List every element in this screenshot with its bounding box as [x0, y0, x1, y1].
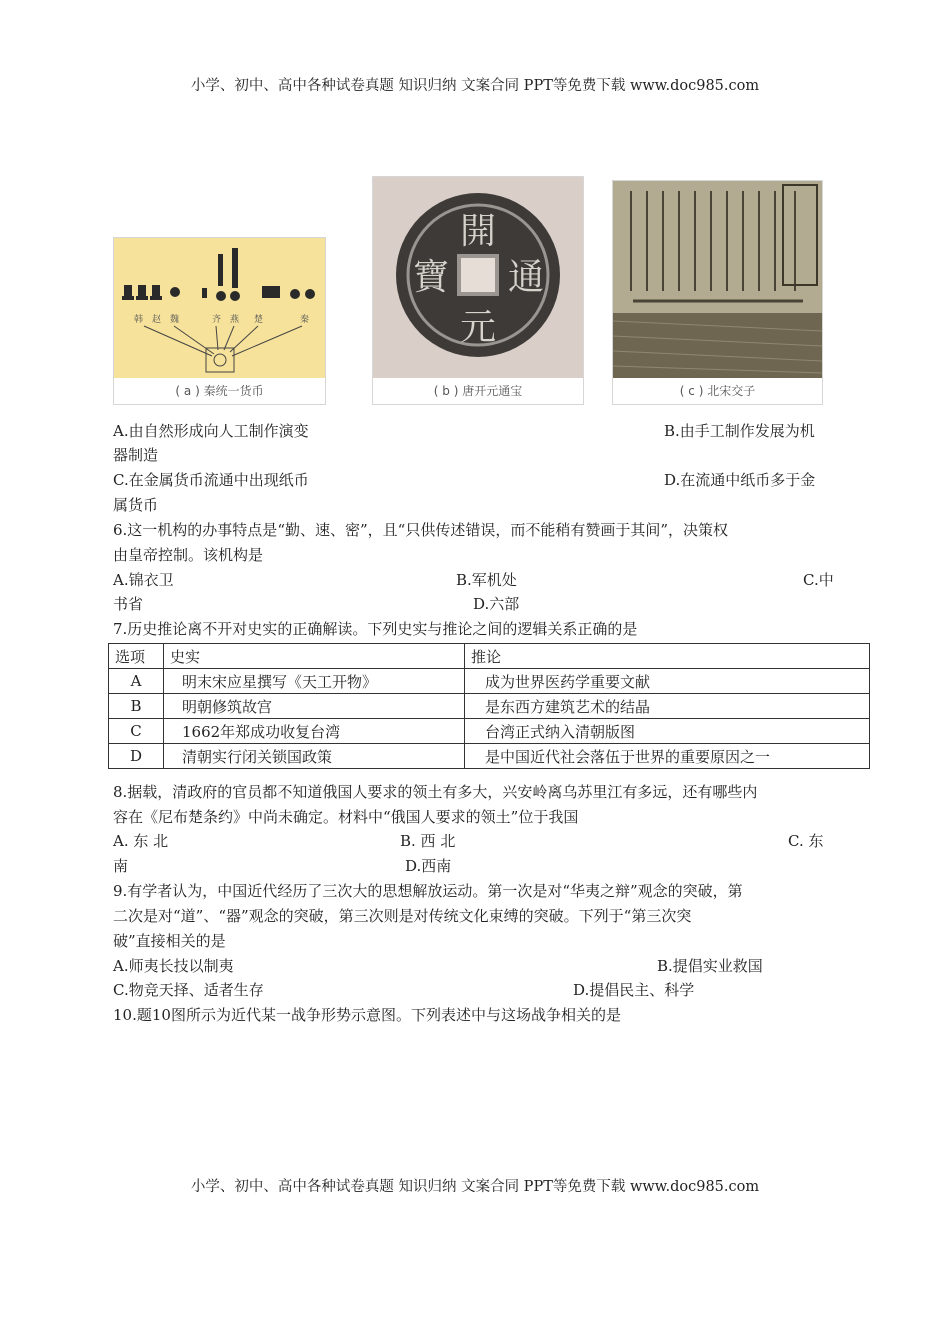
q8-option-c-cont: 南	[113, 857, 129, 875]
row-option: B	[109, 694, 164, 719]
row-option: C	[109, 719, 164, 744]
coin-char-left: 寶	[412, 257, 450, 298]
coin-char-bottom: 元	[459, 307, 497, 348]
figure-a-qin-currency	[113, 237, 326, 405]
q7-stem: 7.历史推论离不开对史实的正确解读。下列史实与推论之间的逻辑关系正确的是	[113, 620, 638, 638]
state-qi: 齐	[212, 315, 222, 325]
figure-b-caption: ( b ) 唐开元通宝	[373, 378, 583, 404]
row-inference: 成为世界医药学重要文献	[465, 669, 870, 694]
q5-option-d-cont: 属货币	[113, 496, 159, 514]
q6-stem-line2: 由皇帝控制。该机构是	[113, 546, 264, 564]
table-row	[109, 744, 870, 769]
q8-option-b: B. 西 北	[400, 832, 456, 850]
row-inference: 是东西方建筑艺术的结晶	[465, 694, 870, 719]
row-fact: 1662年郑成功收复台湾	[164, 719, 465, 744]
q9-option-d: D.提倡民主、科学	[573, 981, 695, 999]
q5-option-b-cont: 器制造	[113, 446, 159, 464]
q9-stem-line3: 破”直接相关的是	[113, 932, 226, 950]
q6-option-c-cont: 书省	[113, 595, 144, 613]
q9-option-b: B.提倡实业救国	[657, 957, 763, 975]
q7-table	[108, 643, 870, 769]
state-han: 韩	[134, 315, 144, 325]
q5-option-b: B.由手工制作发展为机	[664, 422, 815, 440]
header-option: 选项	[109, 644, 164, 669]
state-qin: 秦	[300, 315, 310, 325]
q8-option-d: D.西南	[405, 857, 452, 875]
state-yan: 燕	[230, 315, 240, 325]
row-option: A	[109, 669, 164, 694]
figure-c-jiaozi	[612, 180, 823, 405]
table-row	[109, 694, 870, 719]
q6-option-b: B.军机处	[456, 571, 517, 589]
q6-stem-line1: 6.这一机构的办事特点是“勤、速、密”，且“只供传述错误，而不能稍有赞画于其间”，决策权	[113, 521, 728, 539]
coin-char-top: 開	[459, 211, 497, 252]
q6-option-c: C.中	[803, 571, 834, 589]
row-fact: 清朝实行闭关锁国政策	[164, 744, 465, 769]
q5-option-c: C.在金属货币流通中出现纸币	[113, 471, 309, 489]
row-option: D	[109, 744, 164, 769]
row-inference: 是中国近代社会落伍于世界的重要原因之一	[465, 744, 870, 769]
banknote-icon	[613, 181, 822, 378]
q8-option-a: A. 东 北	[113, 832, 169, 850]
figure-b-kaiyuan-coin	[372, 176, 584, 405]
q8-option-c: C. 东	[788, 832, 824, 850]
header-inference: 推论	[465, 644, 870, 669]
table-row	[109, 719, 870, 744]
table-row	[109, 669, 870, 694]
row-fact: 明朝修筑故宫	[164, 694, 465, 719]
q5-option-a: A.由自然形成向人工制作演变	[113, 422, 309, 440]
figure-c-caption: ( c ) 北宋交子	[613, 378, 822, 404]
q6-option-a: A.锦衣卫	[113, 571, 174, 589]
q6-option-d: D.六部	[473, 595, 520, 613]
q9-stem-line2: 二次是对“道”、“器”观念的突破，第三次则是对传统文化束缚的突破。下列于“第三次突	[113, 907, 692, 925]
q8-stem-line1: 8.据载，清政府的官员都不知道俄国人要求的领土有多大，兴安岭离乌苏里江有多远，还有哪些内	[113, 783, 758, 801]
state-chu: 楚	[254, 315, 264, 325]
q8-stem-line2: 容在《尼布楚条约》中尚未确定。材料中“俄国人要求的领土”位于我国	[113, 808, 579, 826]
q9-option-a: A.师夷长技以制夷	[113, 957, 234, 975]
header-fact: 史实	[164, 644, 465, 669]
state-wei: 魏	[170, 315, 180, 325]
row-inference: 台湾正式纳入清朝版图	[465, 719, 870, 744]
q9-option-c: C.物竞天择、适者生存	[113, 981, 264, 999]
currency-shapes-icon	[114, 238, 325, 378]
page-footer: 小学、初中、高中各种试卷真题 知识归纳 文案合同 PPT等免费下载 www.doc985.com	[190, 1179, 760, 1195]
q5-option-d: D.在流通中纸币多于金	[664, 471, 816, 489]
row-fact: 明末宋应星撰写《天工开物》	[164, 669, 465, 694]
q9-stem-line1: 9.有学者认为，中国近代经历了三次大的思想解放运动。第一次是对“华夷之辩”观念的突破，第	[113, 882, 743, 900]
page-header: 小学、初中、高中各种试卷真题 知识归纳 文案合同 PPT等免费下载 www.doc985.com	[190, 78, 760, 94]
figure-a-caption: ( a ) 秦统一货币	[114, 378, 325, 404]
state-zhao: 赵	[152, 315, 162, 325]
coin-icon	[373, 177, 583, 377]
q10-stem: 10.题10图所示为近代某一战争形势示意图。下列表述中与这场战争相关的是	[113, 1006, 621, 1024]
table-header-row	[109, 644, 870, 669]
coin-char-right: 通	[507, 257, 545, 298]
